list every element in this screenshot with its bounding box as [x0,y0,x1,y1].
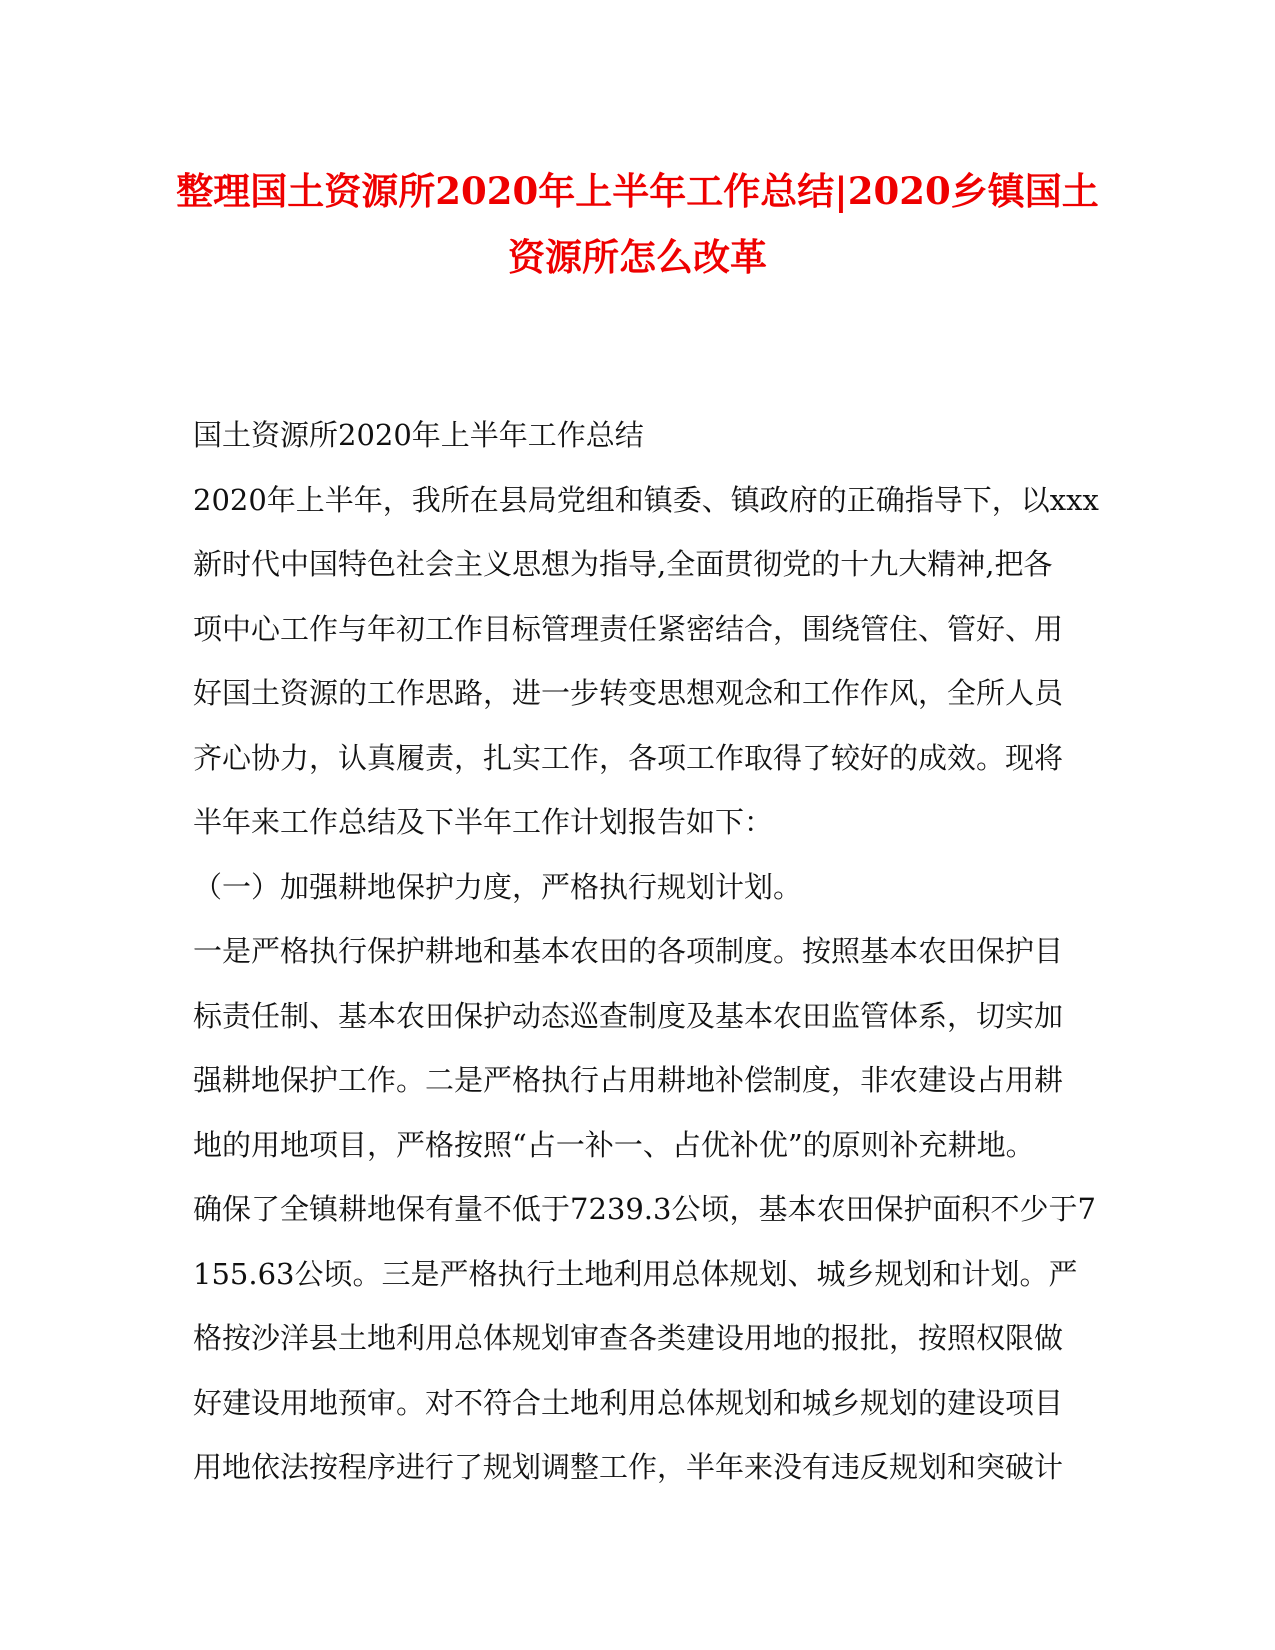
body-line: 地的用地项目，严格按照“占一补一、占优补优”的原则补充耕地。 [193,1127,1035,1162]
document-title [150,158,1125,290]
subsection-heading: （一）加强耕地保护力度，严格执行规划计划。 [193,869,803,904]
body-line: 用地依法按程序进行了规划调整工作，半年来没有违反规划和突破计 [193,1450,1064,1484]
body-line: 新时代中国特色社会主义思想为指导,全面贯彻党的十九大精神,把各 [193,547,1053,581]
body-line: 半年来工作总结及下半年工作计划报告如下： [193,805,774,839]
section-heading: 国土资源所2020年上半年工作总结 [193,418,644,452]
body-line: 强耕地保护工作。二是严格执行占用耕地补偿制度，非农建设占用耕 [193,1063,1064,1097]
body-line: 格按沙洋县土地利用总体规划审查各类建设用地的报批，按照权限做 [193,1321,1064,1355]
body-line: 标责任制、基本农田保护动态巡查制度及基本农田监管体系，切实加 [193,998,1064,1033]
body-line: 一是严格执行保护耕地和基本农田的各项制度。按照基本农田保护目 [193,934,1064,968]
body-line: 好国土资源的工作思路，进一步转变思想观念和工作作风，全所人员 [193,676,1064,710]
title-line-1: 整理国土资源所2020年上半年工作总结|2020乡镇国土 [176,169,1099,213]
body-line: 好建设用地预审。对不符合土地利用总体规划和城乡规划的建设项目 [193,1385,1064,1420]
body-line: 齐心协力，认真履责，扎实工作，各项工作取得了较好的成效。现将 [193,740,1064,775]
body-line: 2020年上半年，我所在县局党组和镇委、镇政府的正确指导下，以xxx [193,482,1099,517]
document-body [193,403,1099,1500]
title-line-2: 资源所怎么改革 [508,235,767,279]
body-line: 确保了全镇耕地保有量不低于7239.3公顷，基本农田保护面积不少于7 [193,1192,1096,1226]
body-line: 155.63公顷。三是严格执行土地利用总体规划、城乡规划和计划。严 [193,1256,1078,1291]
body-line: 项中心工作与年初工作目标管理责任紧密结合，围绕管住、管好、用 [193,611,1064,646]
